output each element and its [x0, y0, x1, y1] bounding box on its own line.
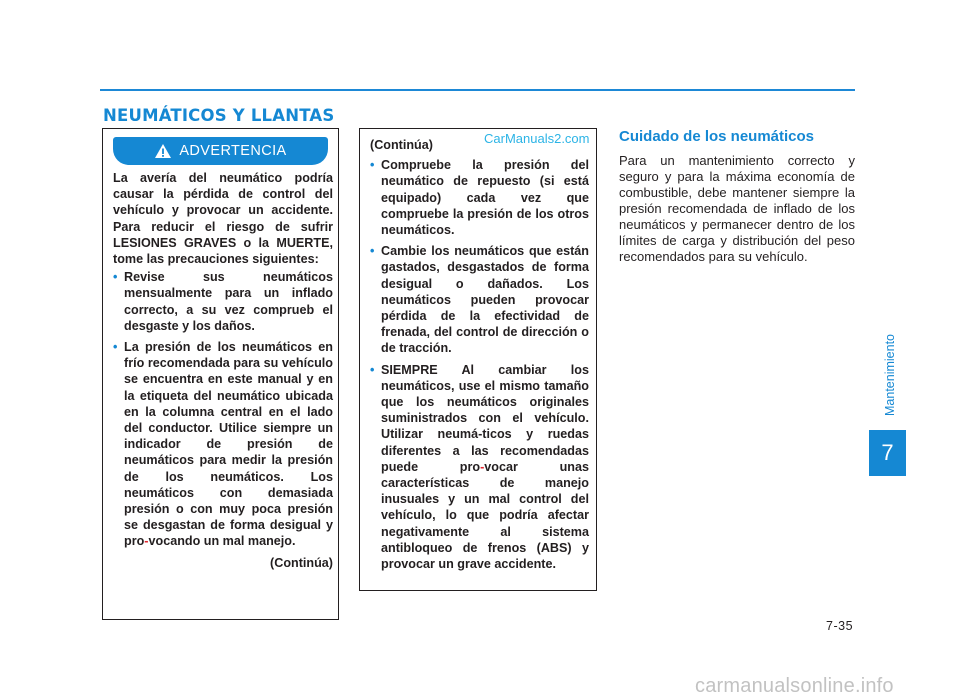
continued-list	[370, 157, 589, 572]
page-number: 7-35	[826, 619, 854, 633]
warning-item: • La presión de los neumáticos en frío recomendada para su vehículo se encuentra en este manual y en la etiqueta del neumático ubicada en la columna central en el lado del conductor. Utilice siempre un indicador de presión de neumáticos para medir la presión de los neumáticos. Los neumáticos con demasiada presión o con muy poca presión se desgastan de forma desigual y pro-vocando un mal manejo.	[113, 340, 333, 549]
section-title: NEUMÁTICOS Y LLANTAS	[103, 106, 335, 125]
watermark-bottom: carmanualsonline.info	[695, 675, 894, 697]
continued-header: (Continúa)	[370, 138, 433, 152]
top-rule	[100, 89, 855, 91]
warning-list	[113, 269, 333, 549]
warning-triangle-icon	[154, 143, 172, 159]
continued-box	[359, 128, 597, 591]
warning-item: • Revise sus neumáticos mensualmente para un inflado correcto, a su vez comprueb el desgaste y los daños.	[113, 270, 333, 333]
watermark-top: CarManuals2.com	[484, 131, 590, 146]
warning-continued: (Continúa)	[270, 555, 333, 570]
warning-header	[113, 137, 328, 165]
continued-item: • Compruebe la presión del neumático de repuesto (si está equipado) cada vez que compruebe la presión de los otros neumáticos.	[370, 158, 589, 238]
continued-item: • Cambie los neumáticos que están gastados, desgastados de forma desigual o dañados. Los neumáticos pueden provocar pérdida de la efectividad de frenada, del control de dirección o de tracción.	[370, 244, 589, 356]
continued-item: • SIEMPRE Al cambiar los neumáticos, use el mismo tamaño que los neumáticos originales suministrados con el vehículo. Utilizar neumá-ticos y ruedas diferentes a las recomendadas puede pro-vocar unas características de manejo inusuales y un mal control del vehículo, lo que podría afectar negativamente al sistema antibloqueo de frenos (ABS) y provocar un grave accidente.	[370, 362, 589, 572]
chapter-tab: 7	[869, 430, 906, 476]
warning-header-label: ADVERTENCIA	[179, 143, 287, 159]
warning-body	[113, 170, 333, 571]
side-section-label: Mantenimiento	[883, 334, 897, 416]
care-paragraph: Para un mantenimiento correcto y seguro y para la máxima economía de combustible, debe mantener siempre la presión recomendada de inflado de los neumáticos y permanecer dentro de los límites de carga y distribución del peso recomendados para su vehículo.	[619, 153, 855, 264]
continued-body	[370, 137, 589, 577]
warning-box	[102, 128, 339, 620]
warning-intro: La avería del neumático podría causar la pérdida de control del vehículo y provocar un accidente. Para reducir el riesgo de sufrir LESIONES GRAVES o la MUERTE, tome las precauciones siguientes:	[113, 171, 333, 267]
care-title: Cuidado de los neumáticos	[619, 128, 815, 145]
